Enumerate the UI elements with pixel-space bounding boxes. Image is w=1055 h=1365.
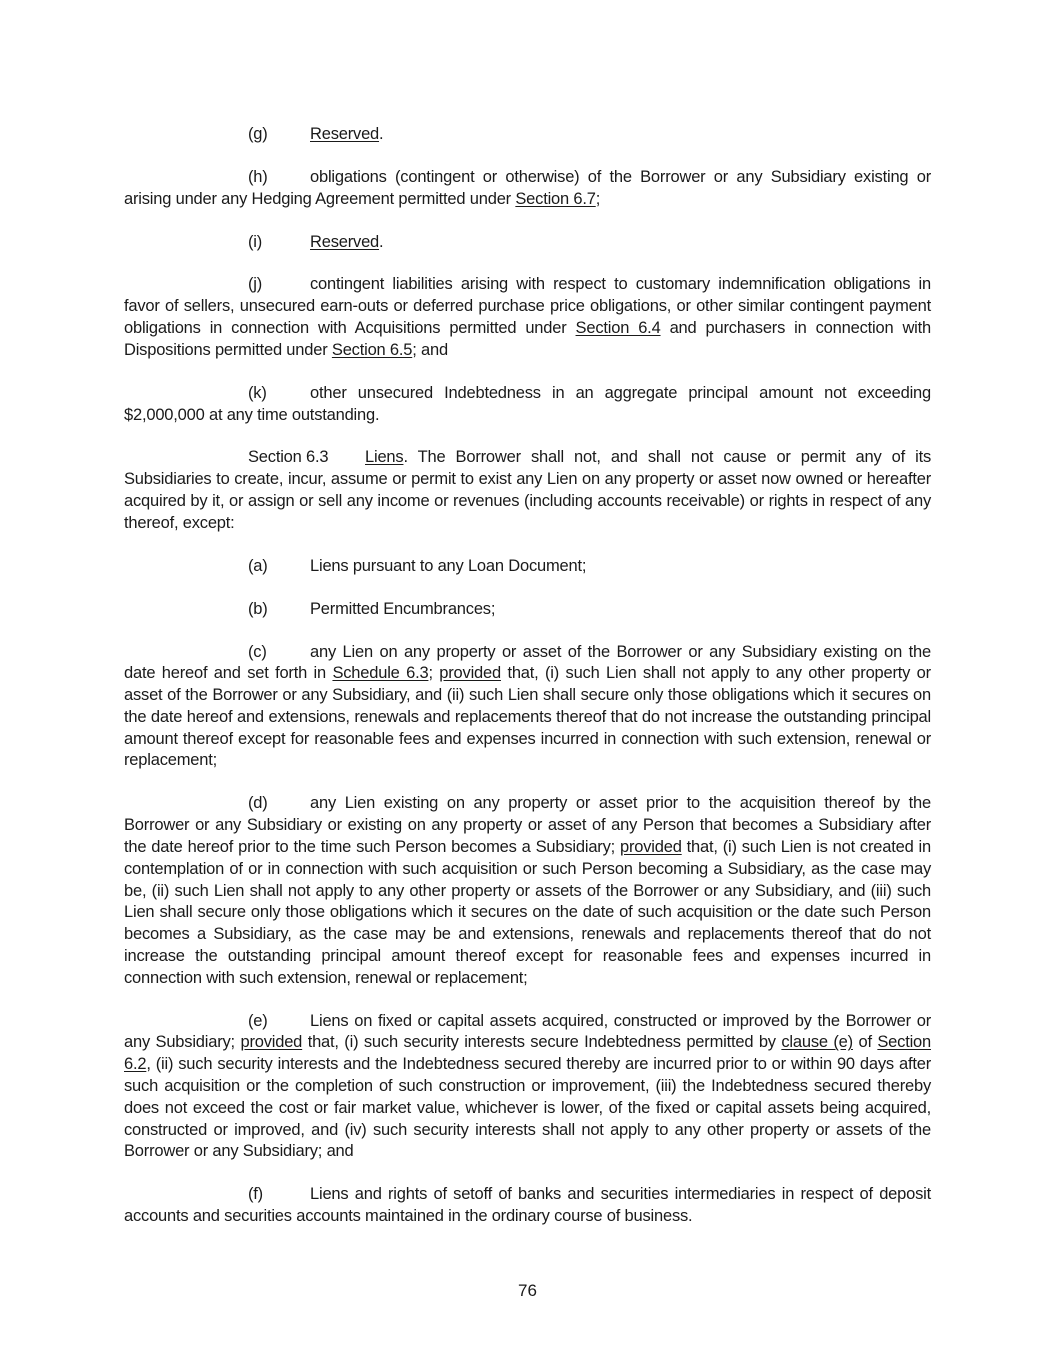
section-6-3: Section 6.3 Liens. The Borrower shall not, and shall not cause or permit any of its Subsidiaries to create, incur, assume or permit to exist any Lien on any property or asset now owned or hereafter acquired by it, or assign or sell any income or revenues (including accounts receivable) or rights in respect of any thereof, except:: [124, 448, 931, 532]
clause-label: (j): [248, 275, 263, 294]
clause-b: (b) Permitted Encumbrances;: [248, 599, 931, 621]
section-reference: Section 6.7: [515, 189, 596, 208]
clause-label: (a): [248, 556, 268, 575]
clause-label: (e): [248, 1011, 268, 1030]
clause-label: (b): [248, 599, 268, 618]
clause-reference: clause (e): [781, 1033, 853, 1052]
page-number: 76: [518, 1281, 537, 1300]
clause-g: (g) Reserved.: [248, 124, 931, 146]
clause-label: (k): [248, 383, 267, 402]
clause-d: (d) any Lien existing on any property or asset prior to the acquisition thereof by the Borrower or any Subsidiary or existing on any property or asset of any Person that becomes a Subsidiary after the date hereof prior to the time such Person becomes a Subsidiary; provided that, (i) such Lien is not created in contemplation of or in connection with such acquisition or such Person becoming a Subsidiary, as the case may be, (ii) such Lien shall not apply to any other property or assets of the Borrower or any Subsidiary, and (iii) such Lien shall secure only those obligations which it secures on the date of such acquisition or the date such Person becomes a Subsidiary, as the case may be and extensions, renewals and replacements thereof that do not increase the outstanding principal amount thereof except for reasonable fees and expenses incurred in connection with such extension, renewal or replacement;: [124, 794, 931, 987]
clause-label: (i): [248, 232, 263, 251]
clause-label: (g): [248, 125, 268, 143]
clause-f: (f) Liens and rights of setoff of banks and securities intermediaries in respect of deposit accounts and securities accounts maintained in the ordinary course of business.: [124, 1185, 931, 1226]
clause-c: (c) any Lien on any property or asset of the Borrower or any Subsidiary existing on the date hereof and set forth in Schedule 6.3; provided that, (i) such Lien shall not apply to any other property or asset of the Borrower or any Subsidiary, and (ii) such Lien shall secure only those obligations which it secures on the date hereof and extensions, renewals and replacements thereof that do not increase the outstanding principal amount thereof except for reasonable fees and expenses incurred in connection with such extension, renewal or replacement;: [124, 642, 931, 770]
section-reference: Section 6.2: [124, 1033, 931, 1074]
clause-label: (h): [248, 167, 268, 186]
clause-label: (c): [248, 642, 267, 661]
reserved-text: Reserved: [310, 125, 380, 143]
section-title: Liens: [365, 448, 404, 467]
provided-term: provided: [439, 664, 501, 683]
clause-label: (f): [248, 1185, 263, 1204]
clause-h: (h) obligations (contingent or otherwise) of the Borrower or any Subsidiary existing or arising under any Hedging Agreement permitted under Section 6.7;: [124, 167, 931, 208]
clause-e: (e) Liens on fixed or capital assets acquired, constructed or improved by the Borrower or any Subsidiary; provided that, (i) such security interests secure Indebtedness permitted by clause (e) of Section 6.2, (ii) such security interests and the Indebtedness secured thereby are incurred prior to or within 90 days after such acquisition or the completion of such construction or improvement, (iii) the Indebtedness secured thereby does not exceed the cost or fair market value, whichever is lower, of the fixed or capital assets being acquired, constructed or improved, and (iv) such security interests shall not apply to any other property or assets of the Borrower or any Subsidiary; and: [124, 1011, 931, 1161]
schedule-reference: Schedule 6.3: [332, 664, 429, 683]
section-reference: Section 6.5: [331, 340, 413, 359]
clause-label: (d): [248, 794, 268, 813]
clause-j: (j) contingent liabilities arising with respect to customary indemnification obligations in favor of sellers, unsecured earn-outs or deferred purchase price obligations, or other similar contingent payment obligations in connection with Acquisitions permitted under Section 6.4 and purchasers in connection with Dispositions permitted under Section 6.5; and: [124, 275, 931, 359]
clause-i: (i) Reserved.: [248, 232, 931, 254]
clause-k: (k) other unsecured Indebtedness in an aggregate principal amount not exceeding $2,000,000 at any time outstanding.: [124, 383, 931, 424]
clause-a: (a) Liens pursuant to any Loan Document;: [248, 556, 931, 578]
section-label: Section 6.3: [248, 448, 329, 467]
document-page: [124, 124, 931, 1249]
provided-term: provided: [620, 837, 682, 856]
provided-term: provided: [240, 1033, 303, 1052]
reserved-text: Reserved: [310, 232, 380, 251]
section-reference: Section 6.4: [575, 319, 661, 338]
